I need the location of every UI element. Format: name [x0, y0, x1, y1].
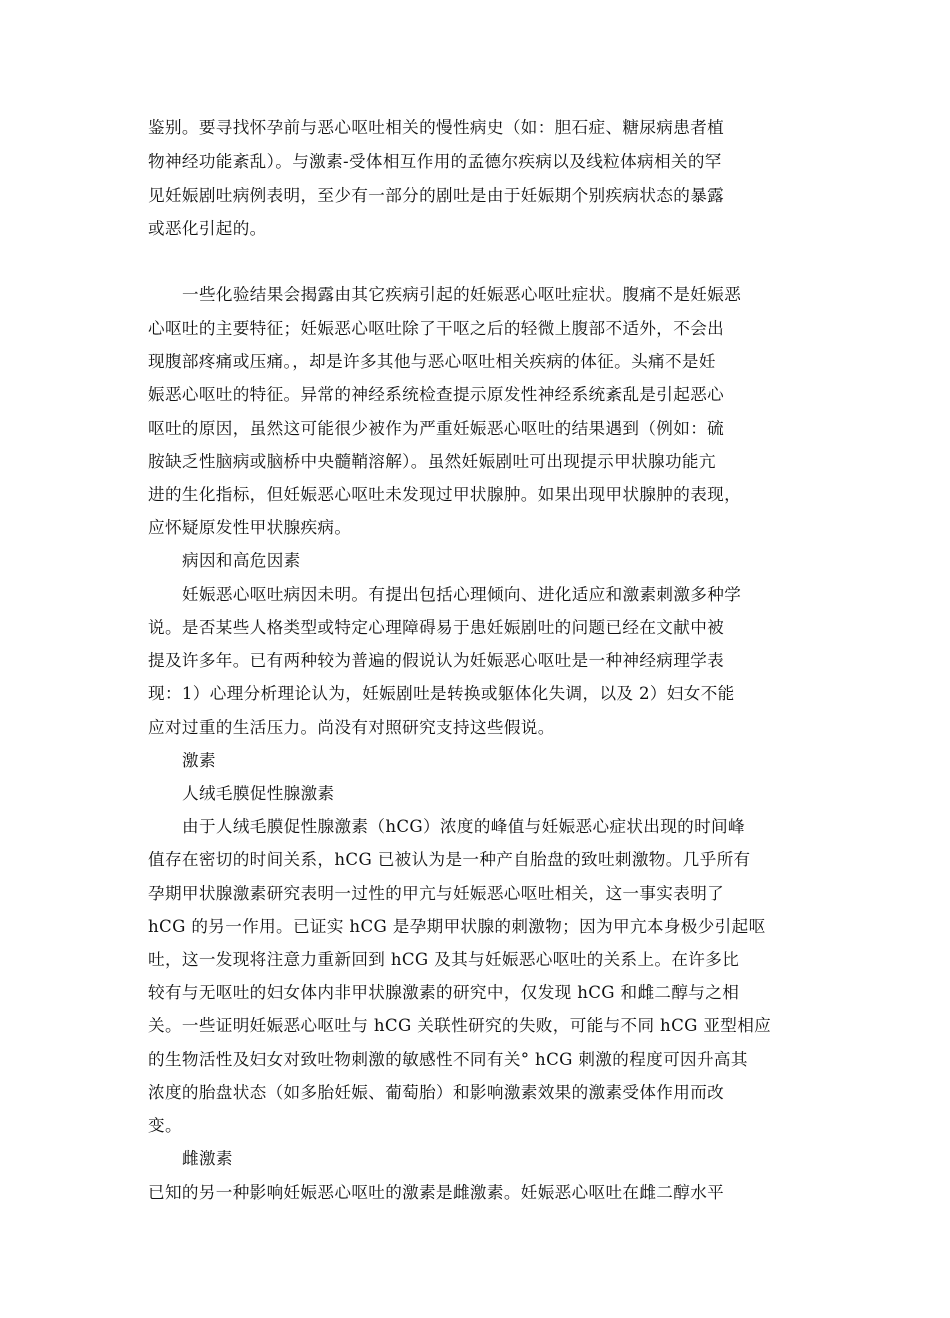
- heading-etiology: 病因和高危因素: [182, 551, 301, 570]
- text-line: 物神经功能紊乱）。与激素-受体相互作用的孟德尔疾病以及线粒体病相关的罕: [148, 152, 722, 171]
- text-line: 鉴别。要寻找怀孕前与恶心呕吐相关的慢性病史（如：胆石症、糖尿病患者植: [148, 118, 725, 137]
- text-line: 现腹部疼痛或压痛。，却是许多其他与恶心呕吐相关疾病的体征。头痛不是妊: [148, 352, 716, 371]
- text-line: 胺缺乏性脑病或脑桥中央髓鞘溶解）。虽然妊娠剧吐可出现提示甲状腺功能亢: [148, 452, 716, 471]
- text-line: 孕期甲状腺激素研究表明一过性的甲亢与妊娠恶心呕吐相关，这一事实表明了: [148, 884, 725, 903]
- text-line: 浓度的胎盘状态（如多胎妊娠、葡萄胎）和影响激素效果的激素受体作用而改: [148, 1083, 725, 1102]
- text-line: 吐，这一发现将注意力重新回到 hCG 及其与妊娠恶心呕吐的关系上。在许多比: [148, 950, 740, 969]
- text-line: 现：1）心理分析理论认为，妊娠剧吐是转换或躯体化失调，以及 2）妇女不能: [148, 684, 735, 703]
- text-line: 说。是否某些人格类型或特定心理障碍易于患妊娠剧吐的问题已经在文献中被: [148, 618, 725, 637]
- text-line: 由于人绒毛膜促性腺激素（hCG）浓度的峰值与妊娠恶心症状出现的时间峰: [182, 817, 745, 836]
- text-line: 一些化验结果会揭露由其它疾病引起的妊娠恶心呕吐症状。腹痛不是妊娠恶: [182, 285, 742, 304]
- text-line: 应对过重的生活压力。尚没有对照研究支持这些假说。: [148, 718, 555, 737]
- heading-hormones: 激素: [182, 751, 216, 770]
- text-line: hCG 的另一作用。已证实 hCG 是孕期甲状腺的刺激物；因为甲亢本身极少引起呕: [148, 917, 766, 936]
- text-line: 较有与无呕吐的妇女体内非甲状腺激素的研究中，仅发现 hCG 和雌二醇与之相: [148, 983, 740, 1002]
- text-line: 提及许多年。已有两种较为普遍的假说认为妊娠恶心呕吐是一种神经病理学表: [148, 651, 725, 670]
- text-line: 妊娠恶心呕吐病因未明。有提出包括心理倾向、进化适应和激素刺激多种学: [182, 585, 742, 604]
- text-line: 心呕吐的主要特征；妊娠恶心呕吐除了干呕之后的轻微上腹部不适外，不会出: [148, 319, 725, 338]
- text-line: 呕吐的原因，虽然这可能很少被作为严重妊娠恶心呕吐的结果遇到（例如：硫: [148, 419, 725, 438]
- heading-hcg: 人绒毛膜促性腺激素: [182, 784, 335, 803]
- text-line: 关。一些证明妊娠恶心呕吐与 hCG 关联性研究的失败，可能与不同 hCG 亚型相应: [148, 1016, 772, 1035]
- text-line: 的生物活性及妇女对致吐物刺激的敏感性不同有关° hCG 刺激的程度可因升高其: [148, 1050, 748, 1069]
- text-line: 进的生化指标，但妊娠恶心呕吐未发现过甲状腺肿。如果出现甲状腺肿的表现，: [148, 485, 742, 504]
- text-line: 娠恶心呕吐的特征。异常的神经系统检查提示原发性神经系统紊乱是引起恶心: [148, 385, 725, 404]
- text-line: 见妊娠剧吐病例表明，至少有一部分的剧吐是由于妊娠期个别疾病状态的暴露: [148, 186, 725, 205]
- text-line: 值存在密切的时间关系，hCG 已被认为是一种产自胎盘的致吐刺激物。几乎所有: [148, 850, 751, 869]
- heading-estrogen: 雌激素: [182, 1149, 233, 1168]
- text-line: 应怀疑原发性甲状腺疾病。: [148, 518, 352, 537]
- text-line: 已知的另一种影响妊娠恶心呕吐的激素是雌激素。妊娠恶心呕吐在雌二醇水平: [148, 1183, 725, 1202]
- text-line: 或恶化引起的。: [148, 219, 267, 238]
- text-line: 变。: [148, 1116, 182, 1135]
